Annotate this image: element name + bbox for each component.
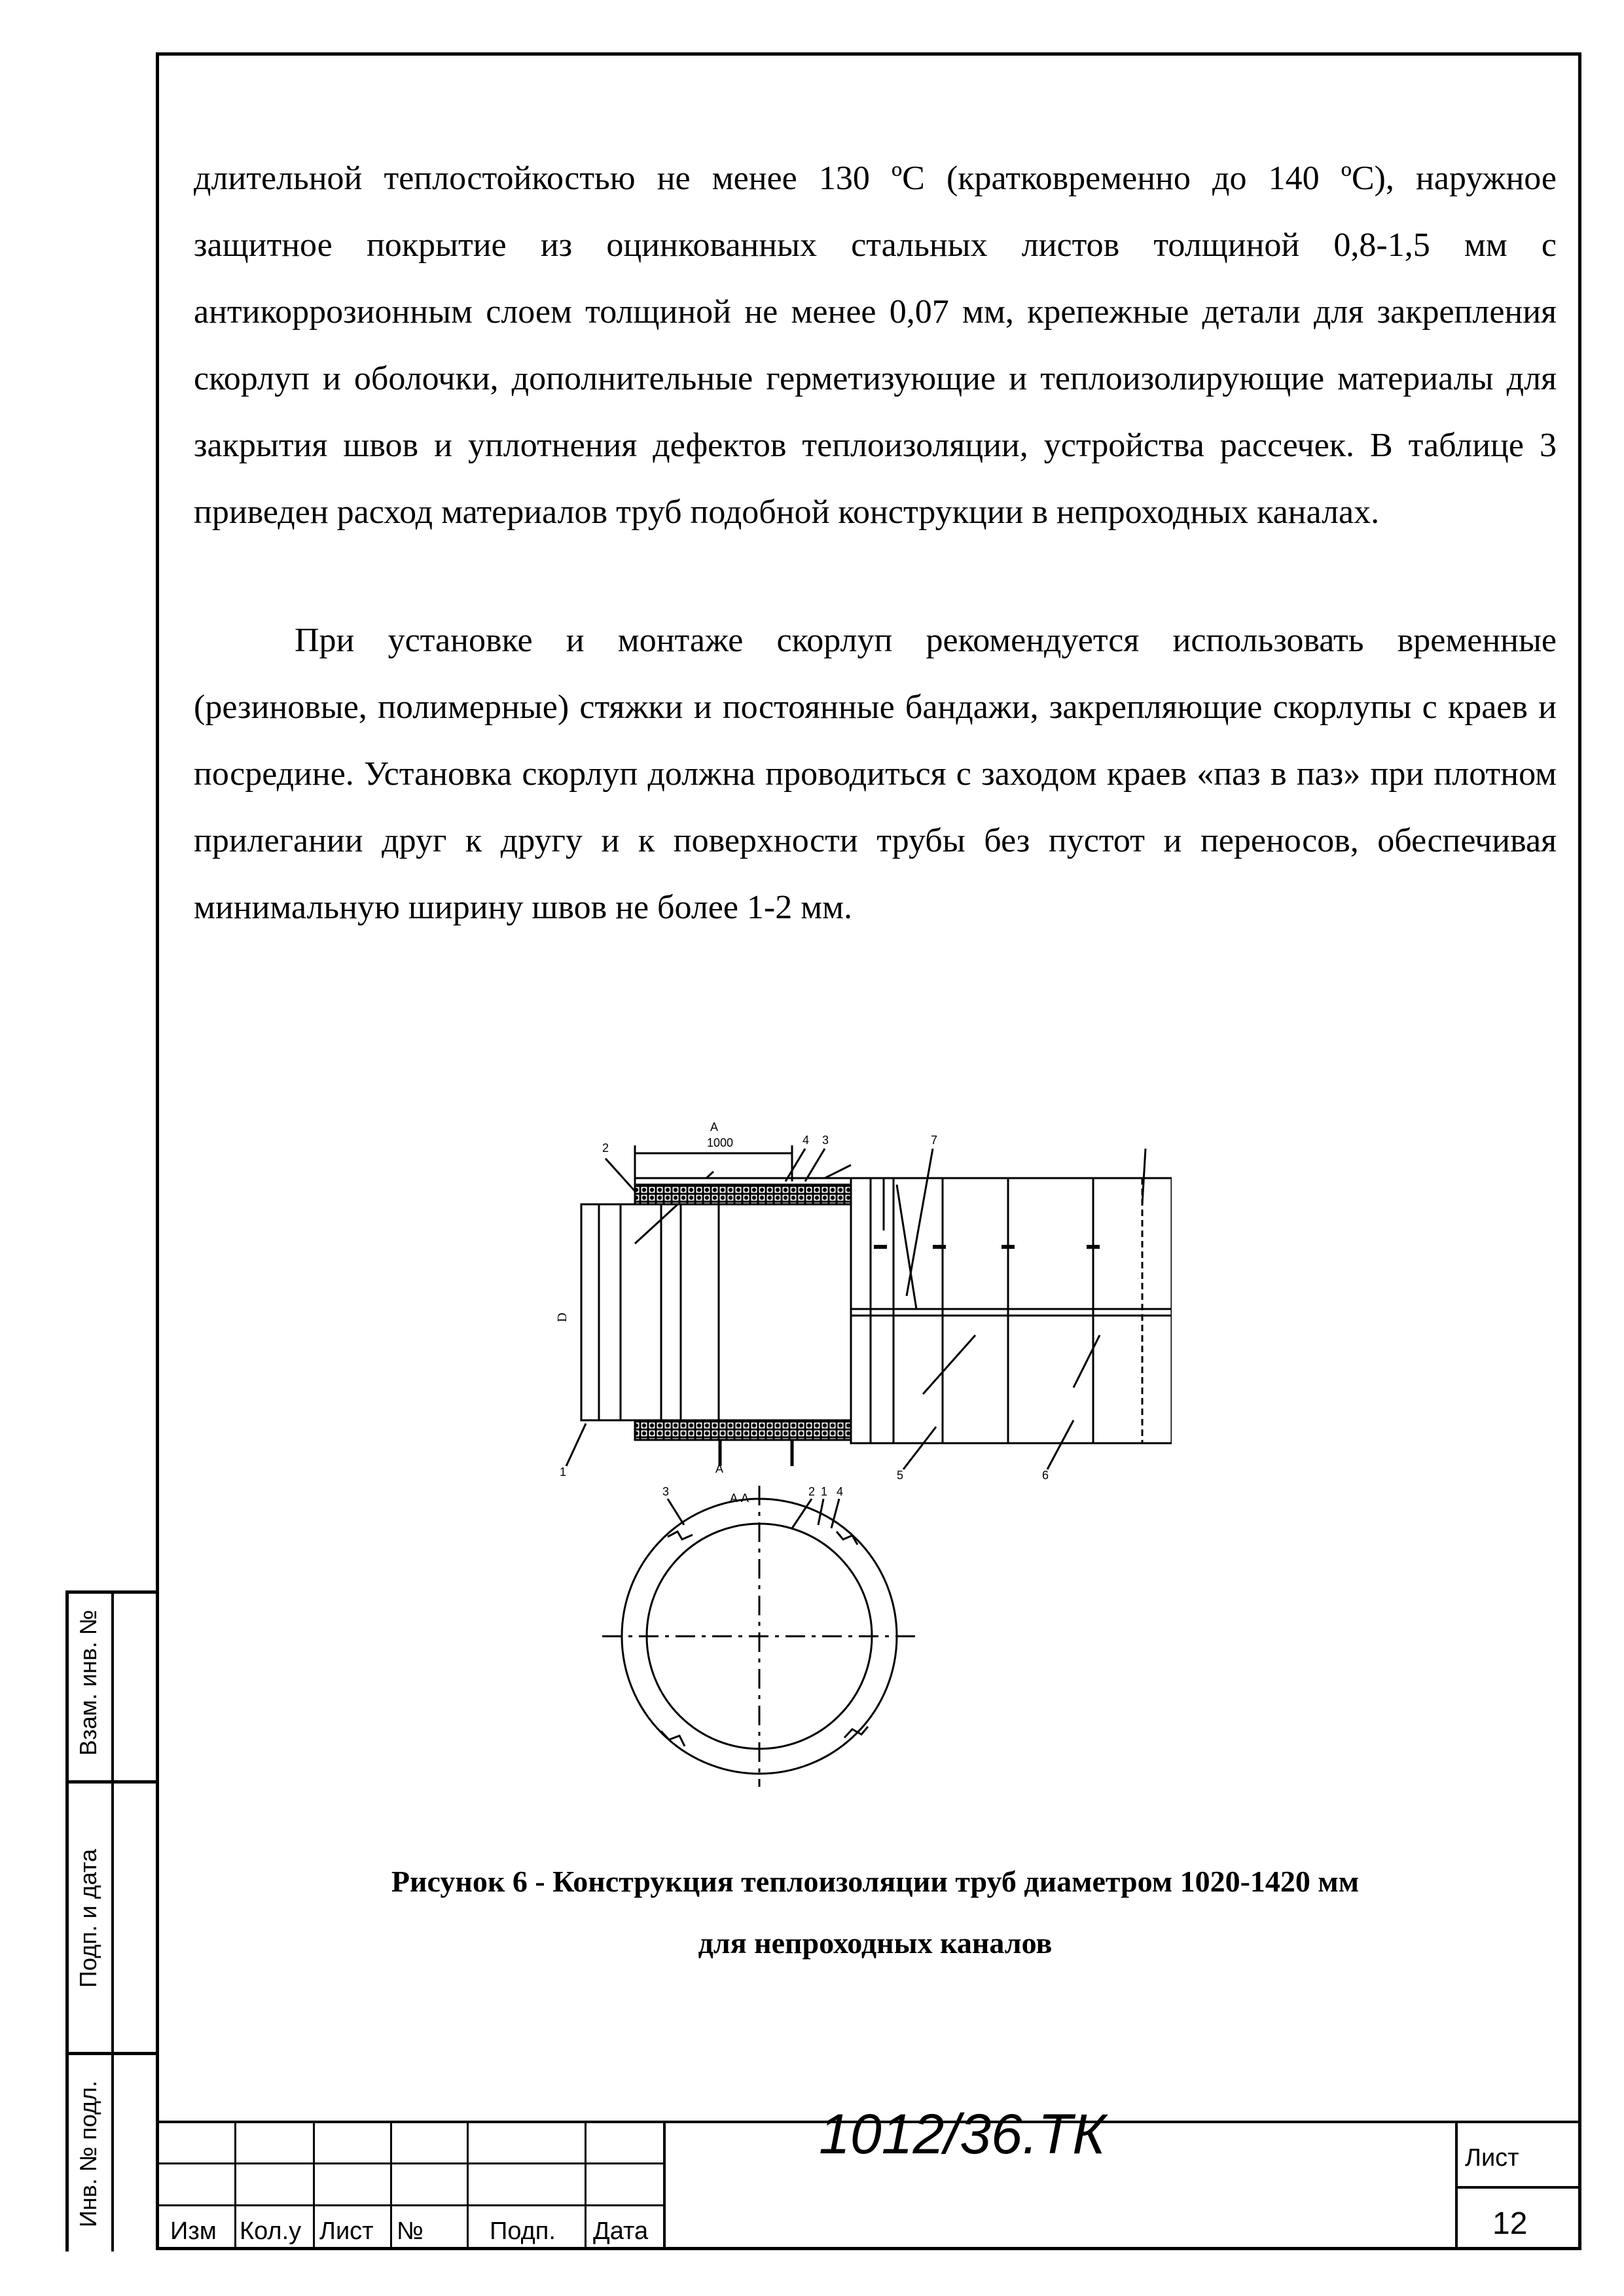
diameter-label: D xyxy=(555,1312,569,1322)
section-callout-1: 1 xyxy=(821,1485,828,1498)
tb-col-kolu: Кол.у xyxy=(240,2217,302,2245)
callout-1: 1 xyxy=(560,1465,567,1479)
body-paragraph-1: длительной теплостойкостью не менее 130 ºС (кратковременно до 140 ºС), наружное защитное покрытие из оцинкованных стальных листов толщиной 0,8-1,5 мм с антикоррозионным слоем толщиной не менее 0,07 мм, крепежные детали для закрепления скорлуп и оболочки, дополнительные герметизующие и теплоизолирующие материалы для закрытия швов и уплотнения дефектов теплоизоляции, устройства рассечек. В таблице 3 приведен расход материалов труб подобной конструкции в непроходных каналах. xyxy=(194,160,1557,531)
callout-4: 4 xyxy=(803,1134,810,1147)
insulation-shell-top xyxy=(635,1185,851,1204)
callout-3: 3 xyxy=(822,1134,829,1147)
tb-col-podp: Подп. xyxy=(490,2217,556,2245)
tb-col-no: № xyxy=(397,2217,424,2245)
tb-sheet-number: 12 xyxy=(1492,2206,1528,2241)
figure-caption-line-1: Рисунок 6 - Конструкция теплоизоляции труб диаметром 1020-1420 мм xyxy=(391,1865,1360,1898)
section-callout-3: 3 xyxy=(662,1485,670,1498)
tb-sheet-label: Лист xyxy=(1465,2144,1519,2172)
pipe-insulation-drawing xyxy=(530,1100,1172,1820)
section-callout-2: 2 xyxy=(808,1485,816,1498)
body-paragraph-2: При установке и монтаже скорлуп рекомендуется использовать временные (резиновые, полимерные) стяжки и постоянные бандажи, закрепляющие скорлупы с краев и посредине. Установка скорлуп должна проводиться с заходом краев «паз в паз» при плотном прилегании друг к другу и к поверхности трубы без пустот и переносов, обеспечивая минимальную ширину швов не более 1-2 мм. xyxy=(194,622,1557,926)
pipe-cross-section xyxy=(602,1485,916,1787)
callout-6: 6 xyxy=(1042,1469,1049,1482)
side-stamp xyxy=(65,1590,156,2251)
section-callout-4: 4 xyxy=(837,1485,844,1498)
insulation-shell-bottom xyxy=(635,1420,851,1440)
tb-col-data: Дата xyxy=(593,2217,649,2245)
section-aa-label: А А xyxy=(730,1492,749,1505)
figure-caption-line-2: для непроходных каналов xyxy=(698,1926,1053,1960)
steel-cladding xyxy=(851,1178,1172,1443)
dimension-label: 1000 xyxy=(707,1136,734,1149)
tb-col-list: Лист xyxy=(319,2217,374,2245)
section-label-top: А xyxy=(710,1121,719,1134)
side-label-vzam-inv: Взам. инв. № xyxy=(75,1609,101,1756)
tb-col-izm: Изм xyxy=(170,2217,217,2245)
callout-2: 2 xyxy=(602,1141,609,1155)
callout-7: 7 xyxy=(931,1134,938,1147)
pipe-side-view xyxy=(555,1121,1172,1482)
side-label-inv-podl: Инв. № подл. xyxy=(75,2080,101,2228)
section-label-bottom: А xyxy=(715,1462,724,1475)
callout-5: 5 xyxy=(897,1469,904,1482)
document-code: 1012/36.ТК xyxy=(819,2103,1106,2166)
side-label-podp-data: Подп. и дата xyxy=(75,1848,101,1988)
